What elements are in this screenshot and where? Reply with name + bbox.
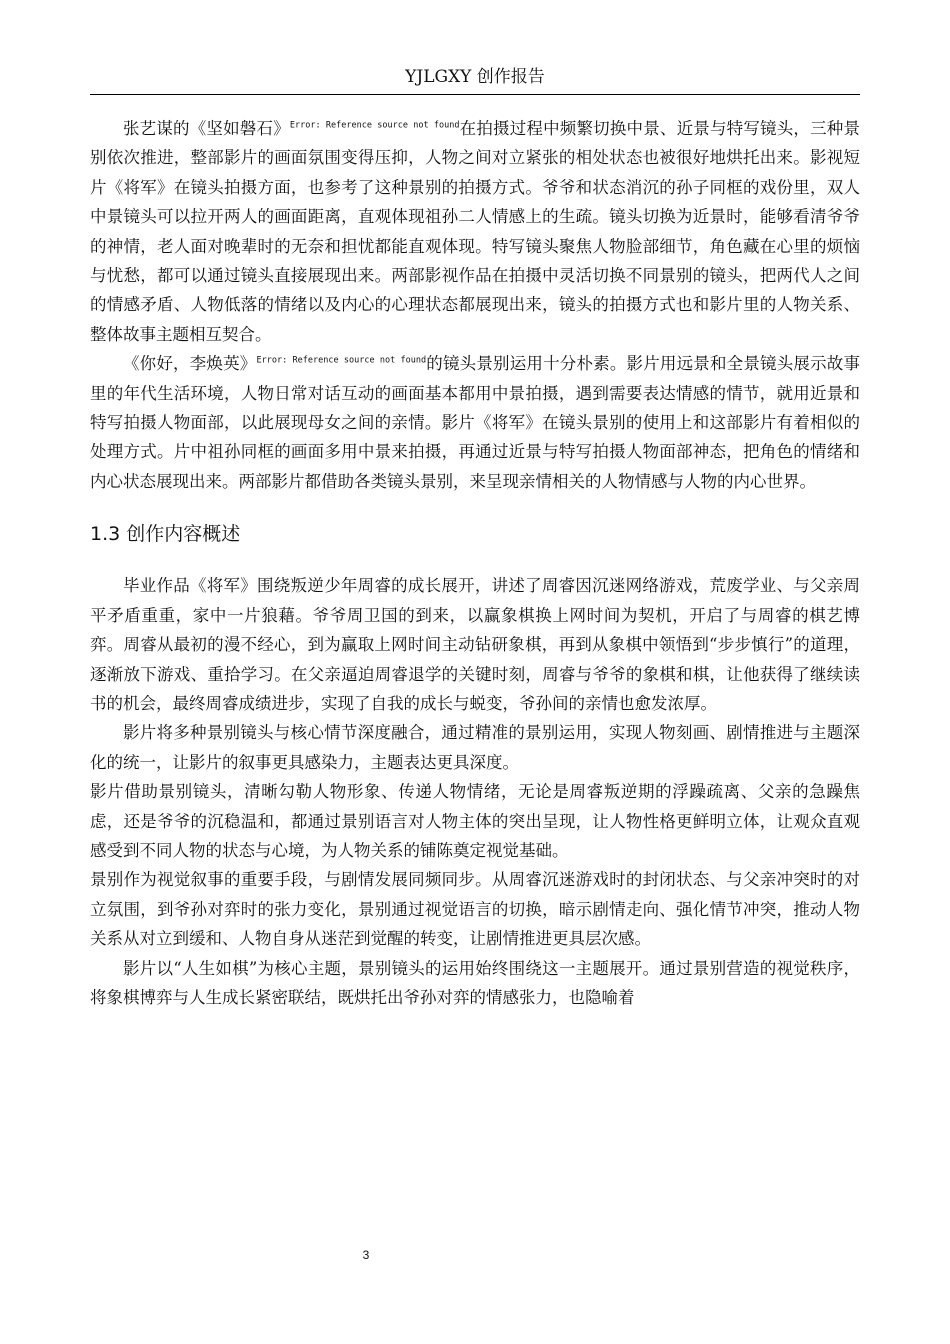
reference-error-2: Error: Reference source not found [256, 355, 427, 366]
reference-error-1: Error: Reference source not found [289, 120, 460, 131]
section-heading: 1.3 创作内容概述 [90, 523, 241, 546]
paragraph-2 [90, 349, 860, 496]
page-number: 3 [362, 1248, 370, 1262]
paragraph-2-lead: 《你好，李焕英》 [123, 354, 257, 374]
header-title: YJLGXY 创作报告 [405, 67, 545, 87]
page-header [90, 62, 860, 95]
paragraph-1 [90, 114, 860, 349]
paragraph-1-lead: 张艺谋的《坚如磐石》 [123, 119, 290, 138]
paragraph-5: 影片借助景别镜头，清晰勾勒人物形象、传递人物情绪，无论是周睿叛逆期的浮躁疏离、父亲的急躁焦虑，还是爷爷的沉稳温和，都通过景别语言对人物主体的突出呈现，让人物性格更鲜明立体，让观众直观感受到不同人物的状态与心境，为人物关系的铺陈奠定视觉基础。 [90, 782, 860, 860]
paragraph-4: 影片将多种景别镜头与核心情节深度融合，通过精准的景别运用，实现人物刻画、剧情推进与主题深化的统一，让影片的叙事更具感染力，主题表达更具深度。 [90, 723, 860, 772]
paragraph-2-text: 的镜头景别运用十分朴素。影片用远景和全景镜头展示故事里的年代生活环境，人物日常对话互动的画面基本都用中景拍摄，遇到需要表达情感的情节，就用近景和特写拍摄人物面部，以此展现母女之间的亲情。影片《将军》在镜头景别的使用上和这部影片有着相似的处理方式。片中祖孙同框的画面多用中景来拍摄，再通过近景与特写拍摄人物面部神态，把角色的情绪和内心状态展现出来。两部影片都借助各类镜头景别，来呈现亲情相关的人物情感与人物的内心世界。 [90, 354, 860, 491]
paragraph-3: 毕业作品《将军》围绕叛逆少年周睿的成长展开，讲述了周睿因沉迷网络游戏，荒废学业、与父亲周平矛盾重重，家中一片狼藉。爷爷周卫国的到来，以赢象棋换上网时间为契机，开启了与周睿的棋艺博弈。周睿从最初的漫不经心，到为赢取上网时间主动钻研象棋，再到从象棋中领悟到“步步慎行”的道理，逐渐放下游戏、重拾学习。在父亲逼迫周睿退学的关键时刻，周睿与爷爷的象棋和棋，让他获得了继续读书的机会，最终周睿成绩进步，实现了自我的成长与蜕变，爷孙间的亲情也愈发浓厚。 [90, 576, 860, 713]
paragraph-1-text: 在拍摄过程中频繁切换中景、近景与特写镜头，三种景别依次推进，整部影片的画面氛围变得压抑，人物之间对立紧张的相处状态也被很好地烘托出来。影视短片《将军》在镜头拍摄方面，也参考了这种景别的拍摄方式。爷爷和状态消沉的孙子同框的戏份里，双人中景镜头可以拉开两人的画面距离，直观体现祖孙二人情感上的生疏。镜头切换为近景时，能够看清爷爷的神情，老人面对晚辈时的无奈和担忧都能直观体现。特写镜头聚焦人物脸部细节，角色藏在心里的烦恼与忧愁，都可以通过镜头直接展现出来。两部影视作品在拍摄中灵活切换不同景别的镜头，把两代人之间的情感矛盾、人物低落的情绪以及内心的心理状态都展现出来，镜头的拍摄方式也和影片里的人物关系、整体故事主题相互契合。 [90, 119, 860, 344]
paragraph-7: 影片以“人生如棋”为核心主题，景别镜头的运用始终围绕这一主题展开。通过景别营造的视觉秩序，将象棋博弈与人生成长紧密联结，既烘托出爷孙对弈的情感张力，也隐喻着 [90, 958, 860, 1007]
document-body [90, 114, 860, 1012]
paragraph-6: 景别作为视觉叙事的重要手段，与剧情发展同频同步。从周睿沉迷游戏时的封闭状态、与父亲冲突时的对立氛围，到爷孙对弈时的张力变化，景别通过视觉语言的切换，暗示剧情走向、强化情节冲突，推动人物关系从对立到缓和、人物自身从迷茫到觉醒的转变，让剧情推进更具层次感。 [90, 870, 860, 949]
